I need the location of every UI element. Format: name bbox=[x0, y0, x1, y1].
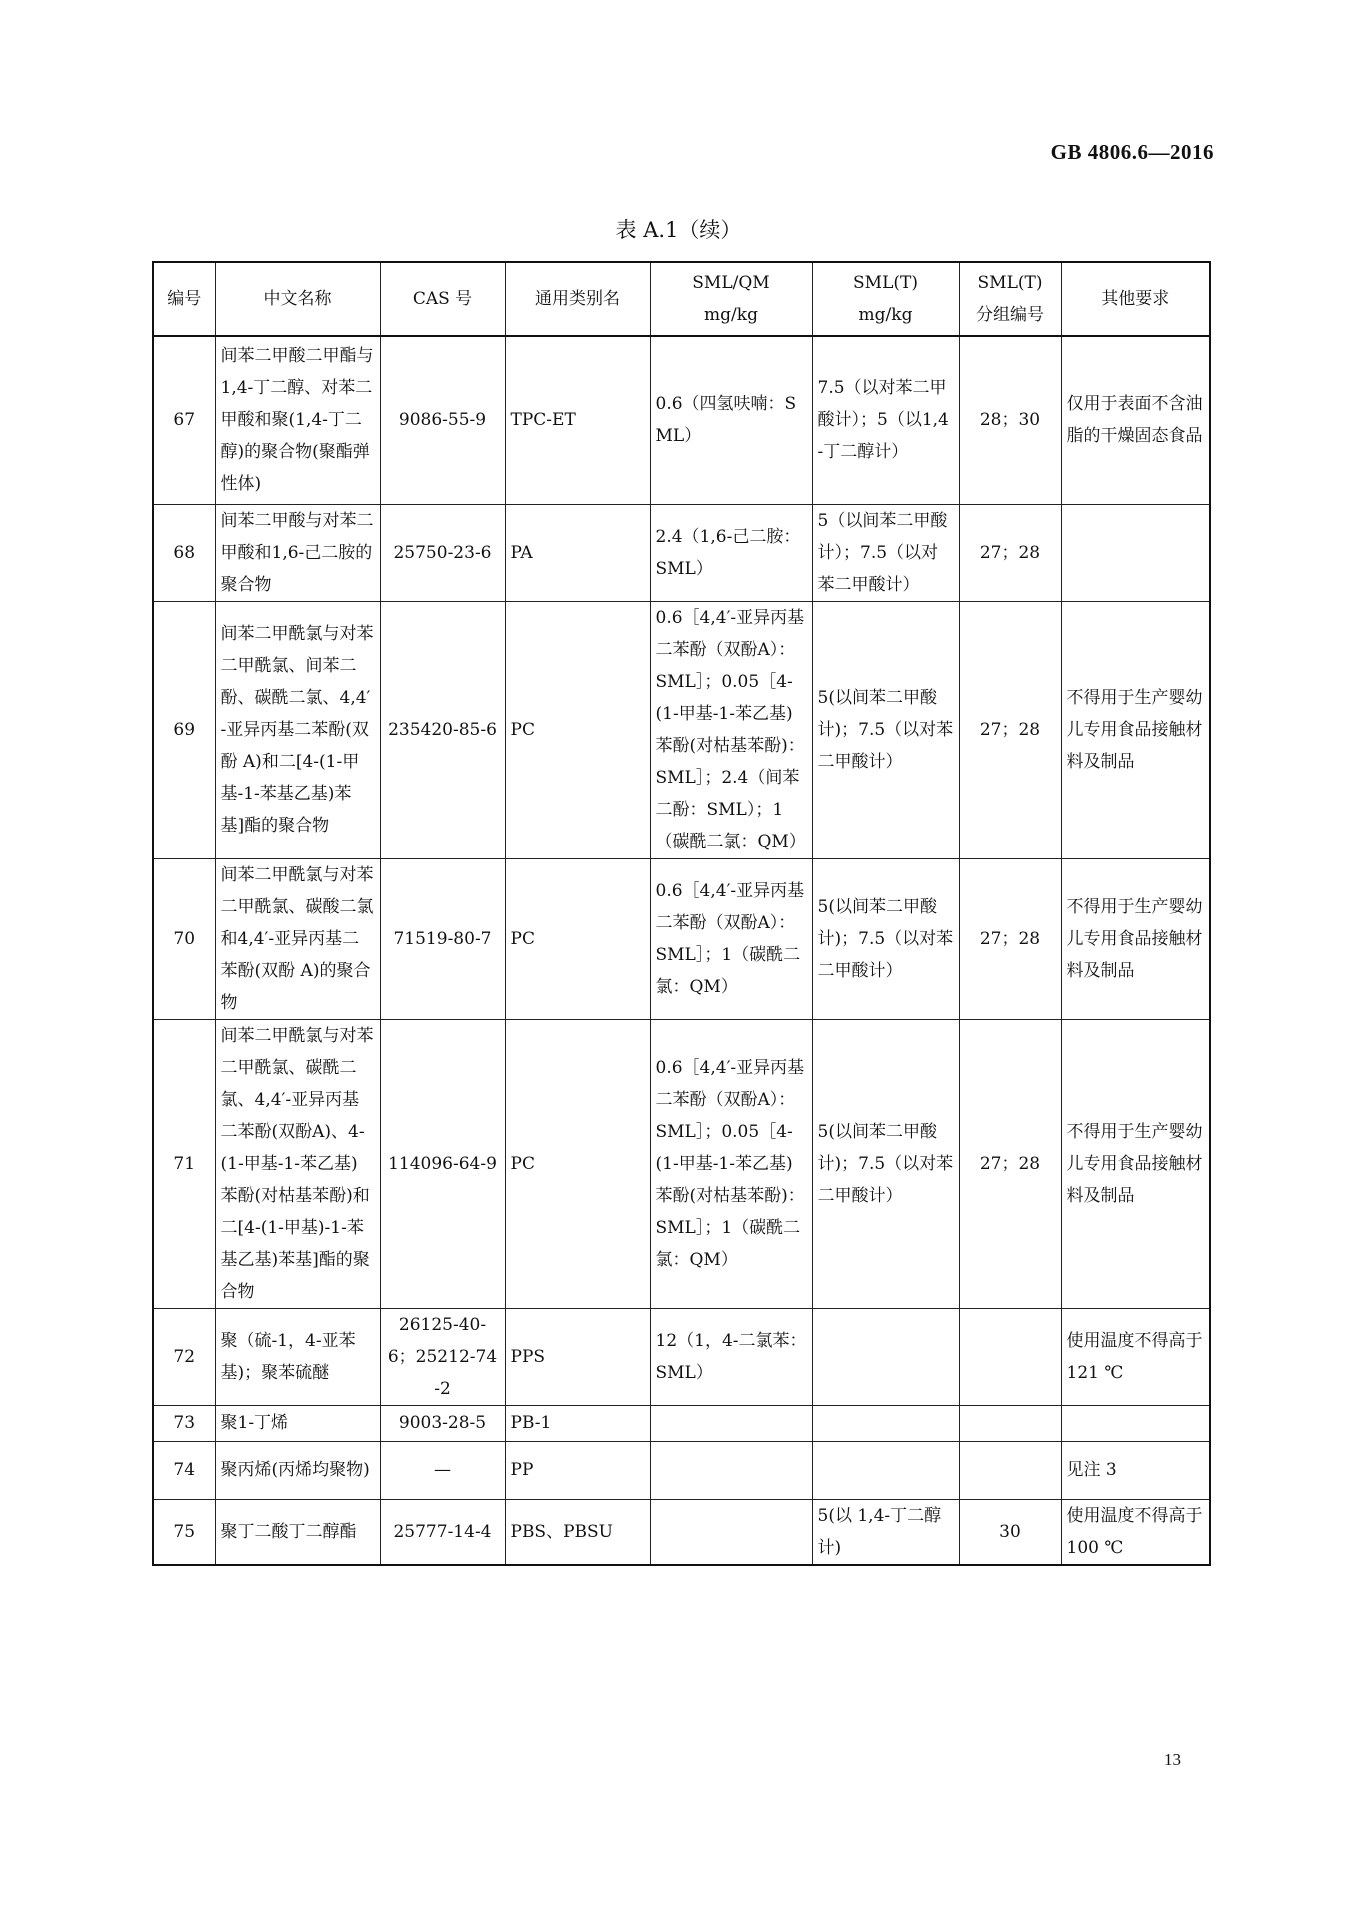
table-row bbox=[153, 1019, 1210, 1308]
table-row bbox=[153, 336, 1210, 504]
table-row bbox=[153, 1308, 1210, 1405]
cell-sml-t-group: 30 bbox=[959, 1499, 1061, 1565]
cell-chinese-name: 聚（硫-1，4-亚苯基)；聚苯硫醚 bbox=[215, 1308, 380, 1405]
table-row bbox=[153, 504, 1210, 601]
cell-sml-qm: 0.6［4,4′-亚异丙基二苯酚（双酚A）：SML］；1（碳酰二氯：QM） bbox=[650, 858, 812, 1019]
cell-sml-qm bbox=[650, 1499, 812, 1565]
cell-row-number: 71 bbox=[153, 1019, 215, 1308]
cell-other-requirements: 见注 3 bbox=[1061, 1441, 1210, 1499]
cell-category-name: PC bbox=[505, 601, 650, 858]
cell-sml-t: 5(以间苯二甲酸计)；7.5（以对苯二甲酸计） bbox=[812, 1019, 959, 1308]
header-col-sml-qm: SML/QM mg/kg bbox=[650, 262, 812, 336]
cell-other-requirements: 不得用于生产婴幼儿专用食品接触材料及制品 bbox=[1061, 601, 1210, 858]
cell-chinese-name: 聚丙烯(丙烯均聚物) bbox=[215, 1441, 380, 1499]
cell-category-name: PA bbox=[505, 504, 650, 601]
header-col-other-requirements: 其他要求 bbox=[1061, 262, 1210, 336]
cell-cas-number: 26125-40-6；25212-74-2 bbox=[380, 1308, 505, 1405]
cell-sml-qm: 0.6［4,4′-亚异丙基二苯酚（双酚A）：SML］；0.05［4-(1-甲基-1-苯乙基)苯酚(对枯基苯酚)：SML］；1（碳酰二氯：QM） bbox=[650, 1019, 812, 1308]
cell-category-name: TPC-ET bbox=[505, 336, 650, 504]
cell-sml-t-group: 27；28 bbox=[959, 601, 1061, 858]
cell-row-number: 72 bbox=[153, 1308, 215, 1405]
cell-other-requirements bbox=[1061, 1405, 1210, 1441]
cell-other-requirements: 使用温度不得高于100 ℃ bbox=[1061, 1499, 1210, 1565]
cell-category-name: PC bbox=[505, 858, 650, 1019]
cell-sml-t-group: 28；30 bbox=[959, 336, 1061, 504]
cell-chinese-name: 间苯二甲酰氯与对苯二甲酰氯、间苯二酚、碳酰二氯、4,4′-亚异丙基二苯酚(双酚 A)和二[4-(1-甲基-1-苯基乙基)苯基]酯的聚合物 bbox=[215, 601, 380, 858]
cell-sml-t-group: 27；28 bbox=[959, 504, 1061, 601]
cell-sml-qm: 0.6［4,4′-亚异丙基二苯酚（双酚A）：SML］；0.05［4-(1-甲基-1-苯乙基)苯酚(对枯基苯酚)：SML］；2.4（间苯二酚：SML）；1（碳酰二氯：QM） bbox=[650, 601, 812, 858]
table-header-row bbox=[153, 262, 1210, 336]
cell-cas-number: 9003-28-5 bbox=[380, 1405, 505, 1441]
table-title: 表 A.1（续） bbox=[615, 218, 742, 242]
cell-sml-t: 7.5（以对苯二甲酸计）；5（以1,4-丁二醇计） bbox=[812, 336, 959, 504]
cell-sml-t-group bbox=[959, 1308, 1061, 1405]
cell-other-requirements: 仅用于表面不含油脂的干燥固态食品 bbox=[1061, 336, 1210, 504]
cell-row-number: 67 bbox=[153, 336, 215, 504]
table-row bbox=[153, 601, 1210, 858]
cell-sml-t-group bbox=[959, 1441, 1061, 1499]
cell-sml-qm bbox=[650, 1405, 812, 1441]
cell-row-number: 75 bbox=[153, 1499, 215, 1565]
cell-row-number: 73 bbox=[153, 1405, 215, 1441]
table-row bbox=[153, 1405, 1210, 1441]
cell-chinese-name: 聚1-丁烯 bbox=[215, 1405, 380, 1441]
page-number: 13 bbox=[1164, 1750, 1181, 1769]
cell-sml-qm bbox=[650, 1441, 812, 1499]
table-body bbox=[153, 336, 1210, 1565]
cell-cas-number: 235420-85-6 bbox=[380, 601, 505, 858]
header-col-category: 通用类别名 bbox=[505, 262, 650, 336]
cell-chinese-name: 间苯二甲酸二甲酯与1,4-丁二醇、对苯二甲酸和聚(1,4-丁二醇)的聚合物(聚酯弹性体) bbox=[215, 336, 380, 504]
table-row bbox=[153, 858, 1210, 1019]
substance-table bbox=[152, 261, 1211, 1566]
cell-category-name: PP bbox=[505, 1441, 650, 1499]
cell-chinese-name: 聚丁二酸丁二醇酯 bbox=[215, 1499, 380, 1565]
cell-cas-number: 71519-80-7 bbox=[380, 858, 505, 1019]
cell-chinese-name: 间苯二甲酰氯与对苯二甲酰氯、碳酸二氯和4,4′-亚异丙基二苯酚(双酚 A)的聚合物 bbox=[215, 858, 380, 1019]
cell-cas-number: 9086-55-9 bbox=[380, 336, 505, 504]
cell-chinese-name: 间苯二甲酸与对苯二甲酸和1,6-己二胺的聚合物 bbox=[215, 504, 380, 601]
cell-sml-t-group: 27；28 bbox=[959, 858, 1061, 1019]
table-row bbox=[153, 1441, 1210, 1499]
cell-sml-t: 5(以 1,4-丁二醇计) bbox=[812, 1499, 959, 1565]
cell-other-requirements: 不得用于生产婴幼儿专用食品接触材料及制品 bbox=[1061, 1019, 1210, 1308]
cell-category-name: PB-1 bbox=[505, 1405, 650, 1441]
cell-row-number: 68 bbox=[153, 504, 215, 601]
cell-sml-qm: 2.4（1,6-己二胺：SML） bbox=[650, 504, 812, 601]
standard-code: GB 4806.6—2016 bbox=[1050, 140, 1214, 164]
cell-other-requirements: 不得用于生产婴幼儿专用食品接触材料及制品 bbox=[1061, 858, 1210, 1019]
cell-sml-qm: 0.6（四氢呋喃：SML） bbox=[650, 336, 812, 504]
cell-category-name: PPS bbox=[505, 1308, 650, 1405]
cell-sml-qm: 12（1，4-二氯苯：SML） bbox=[650, 1308, 812, 1405]
table-row bbox=[153, 1499, 1210, 1565]
cell-cas-number: 25777-14-4 bbox=[380, 1499, 505, 1565]
cell-row-number: 69 bbox=[153, 601, 215, 858]
cell-row-number: 70 bbox=[153, 858, 215, 1019]
cell-other-requirements: 使用温度不得高于121 ℃ bbox=[1061, 1308, 1210, 1405]
cell-cas-number: 114096-64-9 bbox=[380, 1019, 505, 1308]
cell-sml-t bbox=[812, 1441, 959, 1499]
cell-sml-t-group bbox=[959, 1405, 1061, 1441]
cell-cas-number: — bbox=[380, 1441, 505, 1499]
cell-row-number: 74 bbox=[153, 1441, 215, 1499]
header-col-chinese-name: 中文名称 bbox=[215, 262, 380, 336]
cell-other-requirements bbox=[1061, 504, 1210, 601]
cell-sml-t bbox=[812, 1308, 959, 1405]
cell-sml-t: 5(以间苯二甲酸计)；7.5（以对苯二甲酸计） bbox=[812, 601, 959, 858]
cell-chinese-name: 间苯二甲酰氯与对苯二甲酰氯、碳酰二氯、4,4′-亚异丙基二苯酚(双酚A)、4-(1-甲基-1-苯乙基)苯酚(对枯基苯酚)和二[4-(1-甲基)-1-苯基乙基)苯基]酯的聚合物 bbox=[215, 1019, 380, 1308]
header-col-sml-t-group: SML(T) 分组编号 bbox=[959, 262, 1061, 336]
cell-category-name: PC bbox=[505, 1019, 650, 1308]
header-col-cas: CAS 号 bbox=[380, 262, 505, 336]
header-col-no: 编号 bbox=[153, 262, 215, 336]
cell-cas-number: 25750-23-6 bbox=[380, 504, 505, 601]
header-col-sml-t: SML(T) mg/kg bbox=[812, 262, 959, 336]
cell-category-name: PBS、PBSU bbox=[505, 1499, 650, 1565]
cell-sml-t-group: 27；28 bbox=[959, 1019, 1061, 1308]
cell-sml-t bbox=[812, 1405, 959, 1441]
cell-sml-t: 5（以间苯二甲酸计）；7.5（以对苯二甲酸计） bbox=[812, 504, 959, 601]
cell-sml-t: 5(以间苯二甲酸计)；7.5（以对苯二甲酸计） bbox=[812, 858, 959, 1019]
